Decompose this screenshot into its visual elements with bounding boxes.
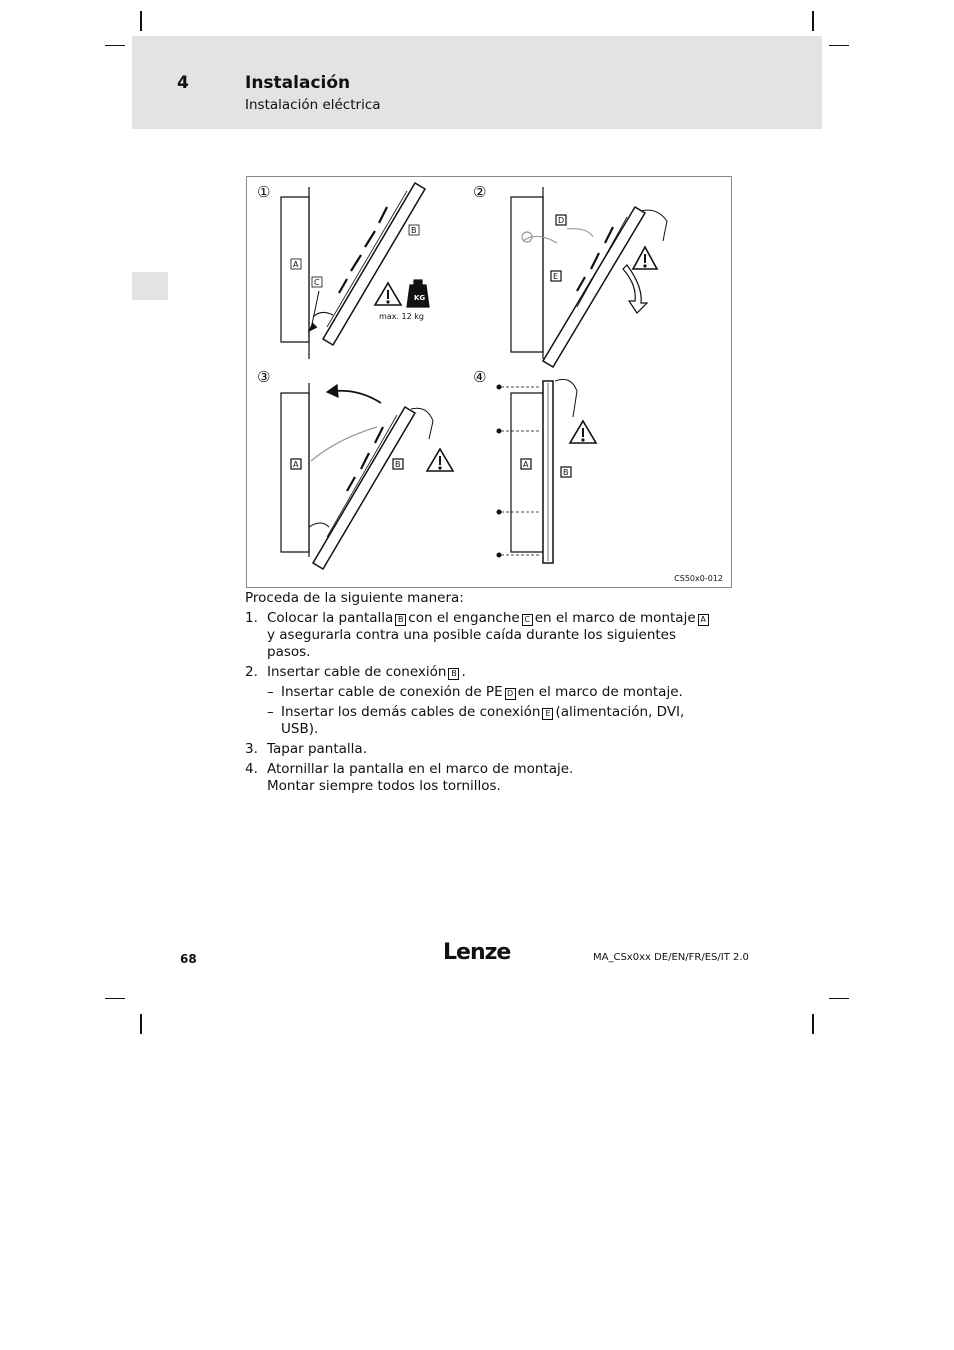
step-text: y asegurarla contra una posible caída durante los siguientes pasos. — [267, 627, 677, 660]
label-b: B — [411, 226, 417, 235]
ref-box-e: E — [542, 708, 553, 720]
label-a-step-4: A — [523, 460, 529, 469]
crop-mark — [140, 11, 142, 31]
step-text: Colocar la pantalla — [267, 610, 394, 626]
brand-logo: Lenze — [443, 940, 511, 965]
step-number: 2. — [245, 664, 258, 680]
weight-limit-text: max. 12 kg — [379, 312, 424, 321]
substep-pe — [245, 684, 715, 701]
step-text: Tapar pantalla. — [267, 741, 367, 757]
ref-box-b: B — [448, 668, 459, 680]
step-number: 1. — [245, 610, 258, 626]
substep-text: Insertar cable de conexión de PE — [281, 684, 503, 700]
step-text: Montar siempre todos los tornillos. — [267, 778, 501, 794]
panel-step-2 — [511, 187, 667, 367]
step-4 — [245, 761, 715, 795]
step-3 — [245, 741, 715, 758]
page-number: 68 — [180, 952, 197, 966]
ref-box-c: C — [522, 614, 533, 626]
step-text: Insertar cable de conexión — [267, 664, 447, 680]
step-text: Atornillar la pantalla en el marco de montaje. — [267, 761, 574, 777]
label-b-step-3: B — [395, 460, 401, 469]
dash: – — [267, 684, 274, 700]
label-e: E — [553, 272, 559, 281]
step-text: con el enganche — [408, 610, 520, 626]
step-marker-3: ③ — [257, 368, 271, 386]
instructions — [245, 590, 715, 798]
label-c: C — [314, 278, 320, 287]
label-d: D — [558, 216, 565, 225]
ref-box-d: D — [505, 688, 516, 700]
crop-mark — [829, 45, 849, 46]
substep-text: (alimentación, DVI, USB). — [281, 704, 685, 737]
chapter-tab — [132, 272, 168, 300]
step-text: en el marco de montaje — [534, 610, 696, 626]
crop-mark — [140, 1014, 142, 1034]
crop-mark — [105, 45, 125, 46]
step-1 — [245, 610, 715, 661]
substep-other-cables — [245, 704, 715, 738]
step-number: 3. — [245, 741, 258, 757]
panel-step-4 — [501, 379, 596, 563]
step-2 — [245, 664, 715, 681]
ref-box-b: B — [395, 614, 406, 626]
ref-box-a: A — [698, 614, 709, 626]
weight-badge: KG — [414, 294, 426, 302]
crop-mark — [812, 1014, 814, 1034]
section-title: Instalación eléctrica — [245, 97, 381, 113]
label-a-step-3: A — [293, 460, 299, 469]
label-b-step-4: B — [563, 468, 569, 477]
intro-text: Proceda de la siguiente manera: — [245, 590, 464, 606]
crop-mark — [812, 11, 814, 31]
installation-illustration — [247, 177, 733, 589]
step-marker-1: ① — [257, 183, 271, 201]
step-number: 4. — [245, 761, 258, 777]
crop-mark — [105, 998, 125, 999]
chapter-header — [132, 36, 822, 129]
chapter-number: 4 — [177, 73, 189, 93]
label-a: A — [293, 260, 299, 269]
substep-text: en el marco de montaje. — [517, 684, 683, 700]
screw-icons — [497, 385, 502, 558]
chapter-title: Instalación — [245, 73, 351, 93]
panel-step-1 — [281, 183, 429, 359]
crop-mark — [829, 998, 849, 999]
panel-step-3 — [281, 383, 453, 569]
step-text: . — [461, 664, 466, 680]
substep-text: Insertar los demás cables de conexión — [281, 704, 541, 720]
step-marker-2: ② — [473, 183, 487, 201]
document-id: MA_CSx0xx DE/EN/FR/ES/IT 2.0 — [593, 952, 749, 963]
step-marker-4: ④ — [473, 368, 487, 386]
installation-figure — [246, 176, 732, 588]
figure-code: CS50x0-012 — [674, 574, 723, 583]
dash: – — [267, 704, 274, 720]
